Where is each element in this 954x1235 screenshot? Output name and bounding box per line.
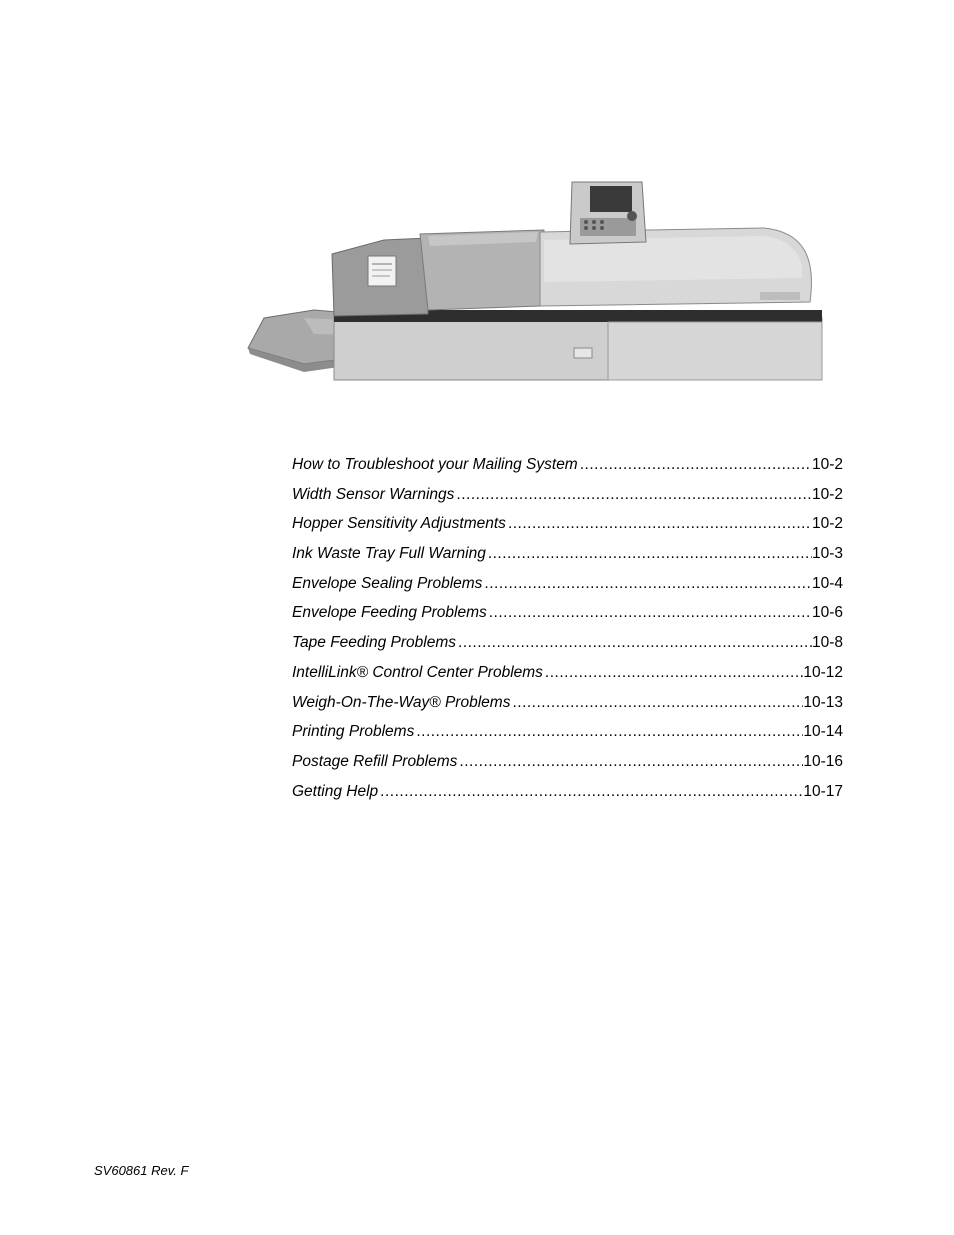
toc-entry-title: Envelope Feeding Problems	[292, 604, 487, 622]
toc-entry[interactable]	[292, 456, 843, 486]
toc-leader	[456, 634, 812, 652]
toc-entry-title: Weigh-On-The-Way® Problems	[292, 693, 511, 711]
toc-leader	[482, 575, 812, 593]
table-of-contents	[292, 456, 843, 812]
toc-leader	[486, 545, 812, 563]
toc-entry-page: 10-2	[811, 485, 843, 503]
toc-entry[interactable]	[292, 753, 843, 783]
toc-entry[interactable]	[292, 634, 843, 664]
toc-leader	[506, 515, 812, 533]
toc-entry[interactable]	[292, 694, 843, 724]
toc-leader	[454, 486, 812, 504]
toc-entry-title: Tape Feeding Problems	[292, 634, 456, 652]
toc-entry-title: Getting Help	[292, 782, 379, 800]
toc-entry-title: Printing Problems	[292, 723, 415, 741]
toc-entry[interactable]	[292, 723, 843, 753]
toc-entry[interactable]	[292, 545, 843, 575]
toc-leader	[578, 456, 812, 474]
toc-entry[interactable]	[292, 515, 843, 545]
toc-entry-title: Hopper Sensitivity Adjustments	[292, 515, 506, 533]
toc-entry-page: 10-8	[811, 634, 843, 652]
toc-entry-page: 10-4	[811, 574, 843, 592]
toc-entry-page: 10-12	[803, 663, 843, 681]
toc-leader	[510, 694, 803, 712]
toc-entry[interactable]	[292, 604, 843, 634]
toc-leader	[543, 664, 803, 682]
toc-entry-title: Ink Waste Tray Full Warning	[292, 545, 486, 563]
toc-entry-title: Envelope Sealing Problems	[292, 574, 483, 592]
toc-entry-title: How to Troubleshoot your Mailing System	[292, 456, 578, 473]
toc-entry-page: 10-14	[803, 723, 843, 741]
toc-entry[interactable]	[292, 783, 843, 813]
toc-leader	[414, 723, 803, 741]
toc-leader	[487, 604, 812, 622]
toc-entry[interactable]	[292, 575, 843, 605]
toc-entry-title: IntelliLink® Control Center Problems	[292, 663, 543, 681]
toc-entry-page: 10-16	[803, 752, 843, 770]
toc-leader	[457, 753, 803, 771]
toc-entry-page: 10-2	[811, 456, 843, 473]
mailing-system-photo	[244, 178, 824, 384]
toc-leader	[378, 783, 803, 801]
toc-entry[interactable]	[292, 486, 843, 516]
toc-entry-title: Width Sensor Warnings	[292, 485, 455, 503]
toc-entry-page: 10-3	[811, 545, 843, 563]
toc-entry-title: Postage Refill Problems	[292, 752, 458, 770]
toc-entry-page: 10-13	[803, 693, 843, 711]
document-revision: SV60861 Rev. F	[94, 1163, 189, 1178]
toc-entry-page: 10-17	[803, 782, 843, 800]
toc-entry-page: 10-6	[811, 604, 843, 622]
toc-entry-page: 10-2	[811, 515, 843, 533]
toc-entry[interactable]	[292, 664, 843, 694]
